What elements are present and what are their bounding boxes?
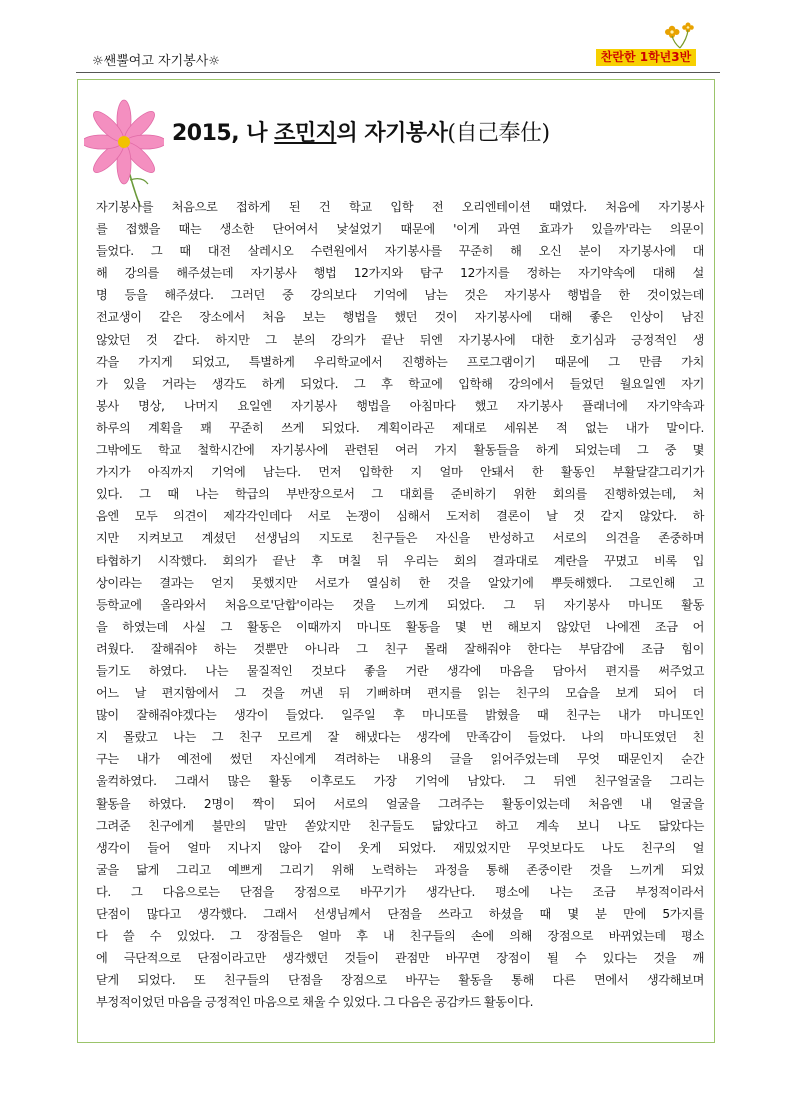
essay-line: 지 몰랐고 나는 그 친구 모르게 잘 해냈다는 생각에 만족감이 들었다. 나의 마니또였던 친 <box>96 730 704 745</box>
essay-line: 하루의 계획을 꽤 꾸준히 쓰게 되었다. 계획이라곤 제대로 세워본 적 없는 내가 말이다. <box>96 420 704 435</box>
essay-line: 닫게 되었다. 또 친구들의 단점을 장점으로 바꾸는 활동을 통해 다른 면에서 생각해보며 <box>96 973 704 988</box>
essay-line: 상이라는 결과는 얻지 못했지만 서로가 열심히 한 것을 알았기에 뿌듯해했다. 그로인해 고 <box>96 575 704 590</box>
essay-line: 자기봉사를 처음으로 접하게 된 건 학교 입학 전 오리엔테이션 때였다. 처음에 자기봉사 <box>96 200 704 214</box>
header-divider <box>76 72 720 73</box>
essay-line: 명 등을 해주셨다. 그러던 중 강의보다 기억에 남는 것은 자기봉사 행법을 한 것이었는데 <box>96 288 704 303</box>
essay-line: 있다. 그 때 나는 학급의 부반장으로서 그 대회를 준비하기 위한 회의를 진행하였는데, 처 <box>96 487 704 502</box>
title-prefix: 2015, 나 <box>172 121 275 146</box>
essay-line: 각을 가지게 되었고, 특별하게 우리학교에서 진행하는 프로그램이기 때문에 그 만큼 가치 <box>96 354 704 369</box>
essay-line: 전교생이 같은 장소에서 처음 보는 행법을 했던 것이 자기봉사에 대해 좋은 인상이 남진 <box>96 310 704 325</box>
essay-line: 들었다. 그 때 대전 살레시오 수련원에서 자기봉사를 꾸준히 해 오신 분이 자기봉사에 대 <box>96 244 704 259</box>
essay-line: 가지가 아직까지 기억에 남는다. 먼저 입학한 지 얼마 안돼서 한 활동인 부활달걀그리기가 <box>96 465 704 480</box>
header-school-label: ☼쌘뿔여고 자기봉사☼ <box>92 54 220 69</box>
cosmos-flower-icon <box>84 84 164 208</box>
essay-line: 다 쓸 수 있었다. 그 장점들은 얼마 후 내 친구들의 손에 의해 장점으로 바뀌었는데 평소 <box>96 929 704 944</box>
essay-line: 울컥하였다. 그래서 많은 활동 이후로도 가장 기억에 남았다. 그 뒤엔 친구얼굴을 그리는 <box>96 774 704 789</box>
essay-line: 들기도 하였다. 나는 물질적인 것보다 좋을 거란 생각에 마음을 담아서 편지를 써주었고 <box>96 663 704 678</box>
essay-line: 다. 그 다음으로는 단점을 장점으로 바꾸기가 생각난다. 평소에 나는 조금 부정적이라서 <box>96 884 704 899</box>
essay-line: 어느 날 편지함에서 그 것을 꺼낸 뒤 기뻐하며 편지를 읽는 친구의 모습을 보게 되어 더 <box>96 686 704 701</box>
essay-line: 그려준 친구에게 불만의 말만 쏟았지만 친구들도 닮았다고 하고 계속 보니 나도 닮았다는 <box>96 818 704 833</box>
essay-line: 등학교에 올라와서 처음으로'단합'이라는 것을 느끼게 되었다. 그 뒤 자기봉사 마니또 활동 <box>96 597 704 612</box>
essay-line: 구는 내가 예전에 썼던 자신에게 격려하는 내용의 글을 읽어주었는데 무엇 때문인지 순간 <box>96 752 704 767</box>
essay-line: 가 있을 거라는 생각도 하게 되었다. 그 후 학교에 입학해 강의에서 들었던 월요일엔 자기 <box>96 376 704 391</box>
essay-line: 에 극단적으로 단점이라고만 생각했던 것들이 관점만 바꾸면 장점이 될 수 있다는 것을 깨 <box>96 951 704 966</box>
title-hanja: (自己奉仕) <box>447 121 550 146</box>
essay-line: 굴을 닮게 그리고 예쁘게 그리기 위해 노력하는 과정을 통해 존중이란 것을 느끼게 되었 <box>96 862 704 877</box>
essay-line: 그밖에도 학교 철학시간에 자기봉사에 관련된 여러 가지 활동들을 하게 되었는데 그 중 몇 <box>96 443 704 458</box>
essay-line: 음엔 모두 의견이 제각각인데다 서로 논쟁이 심해서 도저히 결론이 날 것 같지 않았다. 하 <box>96 509 704 524</box>
title-name: 조민지 <box>274 121 337 146</box>
essay-line: 많이 잘해줘야겠다는 생각이 들었다. 일주일 후 마니또를 밝혔을 때 친구는 내가 마니또인 <box>96 708 704 723</box>
essay-line: 을 하였는데 사실 그 활동은 이때까지 마니또 활동을 몇 번 해보지 않았던 나에겐 조금 어 <box>96 619 704 634</box>
essay-body <box>96 196 704 1013</box>
small-flower-icon <box>662 21 698 49</box>
essay-line: 부정적이었던 마음을 긍정적인 마음으로 채울 수 있었다. 그 다음은 공감카드 활동이다. <box>96 995 534 1010</box>
essay-line: 를 접했을 때는 생소한 단어여서 낯설었기 때문에 '이게 과연 효과가 있을까'라는 의문이 <box>96 222 704 237</box>
title-middle: 의 자기봉사 <box>336 121 448 146</box>
essay-line: 생각이 들어 얼마 지나지 않아 같이 웃게 되었다. 재밌었지만 무엇보다도 나도 친구의 얼 <box>96 840 704 855</box>
essay-line: 단점이 많다고 생각했다. 그래서 선생님께서 단점을 쓰라고 하셨을 때 몇 분 만에 5가지를 <box>96 907 704 921</box>
essay-line: 봉사 명상, 나머지 요일엔 자기봉사 행법을 아침마다 했고 자기봉사 플래너에 자기약속과 <box>96 398 704 413</box>
class-badge: 찬란한 1학년3반 <box>596 49 696 66</box>
essay-line: 활동을 하였다. 2명이 짝이 되어 서로의 얼굴을 그려주는 활동이었는데 처음엔 내 얼굴을 <box>96 796 704 811</box>
essay-line: 않았던 것 같다. 하지만 그 분의 강의가 끝난 뒤엔 자기봉사에 대한 호기심과 긍정적인 생 <box>96 332 704 347</box>
essay-line: 타협하기 시작했다. 회의가 끝난 후 며칠 뒤 우리는 회의 결과대로 계란을 꾸몄고 비록 입 <box>96 553 704 568</box>
essay-line: 려웠다. 잘해줘야 하는 것뿐만 아니라 그 친구 몰래 잘해줘야 한다는 부담감에 조금 힘이 <box>96 641 704 656</box>
page-title <box>172 116 550 147</box>
essay-line: 해 강의를 해주셨는데 자기봉사 행법 12가지와 탐구 12가지를 정하는 자기약속에 대해 설 <box>96 266 704 281</box>
essay-line: 지만 지켜보고 계셨던 선생님의 지도로 친구들은 자신을 반성하고 서로의 의견을 존중하며 <box>96 531 704 546</box>
